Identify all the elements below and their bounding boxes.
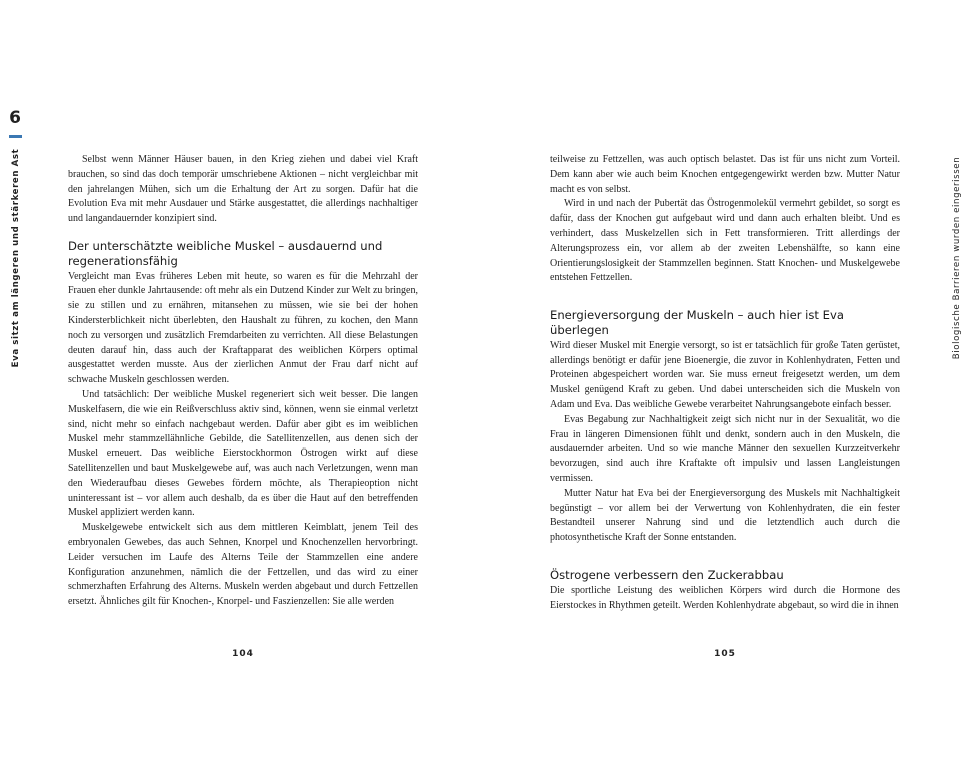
- paragraph: Die sportliche Leistung des weiblichen Körpers wird durch die Hormone des Eierstockes in Rhythmen geteilt. Werden Kohlenhydrate abgebaut, so wird die in ihnen: [550, 584, 900, 611]
- paragraph: Muskelgewebe entwickelt sich aus dem mittleren Keimblatt, jenem Teil des embryonalen Gewebes, das auch Sehnen, Knorpel und Knochenzellen hervorbringt. Leider versuchen im Laufe des Alterns Teile der Stammzellen eine andere Konfiguration anzunehmen, nämlich die der Fettzellen, und das wird zu einer schmerzhaften Erfahrung des Alterns. Muskeln werden abgebaut und durch Fettzellen ersetzt. Ähnliches gilt für Knochen-, Knorpel- und Faszienzellen: Sie alle werden: [68, 522, 418, 608]
- paragraph: Evas Begabung zur Nachhaltigkeit zeigt sich nicht nur in der Sexualität, wo die Frau in längeren Dimensionen fühlt und denkt, sondern auch in den Muskeln, die ausdauernder arbeiten. Und so wie manche Männer den sexuellen Kurzzeitverkehr bevorzugen, sind auch ihre Kraftakte oft impulsiv und lassen Langleistungen vermissen.: [550, 413, 900, 484]
- section-heading: Energieversorgung der Muskeln – auch hier ist Eva überlegen: [550, 308, 844, 337]
- right-page-column: [550, 153, 900, 613]
- paragraph: Wird dieser Muskel mit Energie versorgt, so ist er tatsächlich für große Taten gerüstet, allerdings benötigt er dafür jene Bioenergie, die zuvor in Kohlenhydraten, Fetten und Proteinen abgespeichert worden war. Sie muss erneut freigesetzt werden, um dem Muskel genügend Kraft zu geben. Und dabei unterscheiden sich die Muskeln von Adam und Eva. Das weibliche Gewebe verarbeitet Nahrungsangebote einfach besser.: [550, 339, 900, 410]
- paragraph: Vergleicht man Evas früheres Leben mit heute, so waren es für die Mehrzahl der Frauen eher dunkle Jahrtausende: oft mehr als ein Dutzend Kinder zur Welt zu bringen, sie zu stillen und zu ernähren, mitansehen zu müssen, wie sie bei der hohen Kindersterblichkeit nicht überlebten, den Haushalt zu führen, zu kochen, den Mann noch zu versorgen und zusätzlich Fremdarbeiten zu verrichten. All diese Belastungen deuten darauf hin, dass auch der Kraftapparat des weiblichen Körpers optimal ausgestattet werden musste. Aus der zierlichen Anmut der Frau darf nicht auf schwache Muskeln geschlossen werden.: [68, 270, 418, 386]
- page-number-right: 105: [714, 649, 736, 659]
- left-page-column: [68, 153, 418, 610]
- running-head-left: Eva sitzt am längeren und stärkeren Ast: [11, 148, 21, 368]
- paragraph: Wird in und nach der Pubertät das Östrogenmolekül vermehrt gebildet, so sorgt es dafür, dass der Knochen gut aufgebaut wird und dann auch erhalten bleibt. Und es verhindert, dass Muskelzellen sich in Fett transformieren. Tritt allerdings der Alterungsprozess ein, vor allem ab der zweiten Lebenshälfte, so kann eine Orientierungslosigkeit der Stammzellen beginnen. Statt Knochen- und Muskelgewebe entstehen Fettzellen.: [550, 198, 900, 284]
- paragraph: Und tatsächlich: Der weibliche Muskel regeneriert sich weit besser. Die langen Muskelfasern, die wie ein Reißverschluss aktiv sind, können, wenn sie einmal verletzt sind, nicht mehr so einfach nachgebaut werden. Dafür aber gibt es im weiblichen Muskel mehr stammzellähnliche Gebilde, die Satellitenzellen, aus denen sich der Muskel erneuert. Das weibliche Eierstockhormon Östrogen wirkt auf diese Satellitenzellen und baut Muskelgewebe auf, was auch nach Verletzungen, wenn man den Wiederaufbau dieses Gewebes fördern möchte, als Therapieoption nicht uninteressant ist – vor allem auch deshalb, da es über die Haut auf den betreffenden Muskel appliziert werden kann.: [68, 388, 418, 519]
- chapter-number: 6: [9, 108, 21, 128]
- section-heading: Der unterschätzte weibliche Muskel – ausdauernd und regenerationsfähig: [68, 238, 383, 268]
- section-heading: Östrogene verbessern den Zuckerabbau: [550, 567, 784, 582]
- paragraph: Selbst wenn Männer Häuser bauen, in den Krieg ziehen und dabei viel Kraft brauchen, so sind das doch temporär umschriebene Aktionen – nicht vergleichbar mit den jahrelangen Mühen, sich um die Erhaltung der Art zu sorgen. Dafür hat die Evolution Eva mit mehr Ausdauer und Stärke ausgestattet, die allerdings nachhaltiger und langandauernder konzipiert sind.: [68, 154, 418, 225]
- page-number-left: 104: [232, 649, 254, 659]
- running-head-right: Biologische Barrieren wurden eingerissen: [952, 156, 962, 360]
- chapter-accent-bar: [9, 135, 22, 138]
- paragraph: teilweise zu Fettzellen, was auch optisch belastet. Das ist für uns nicht zum Vorteil. Dem kann aber wie auch beim Knochen entgegengewirkt werden bzw. Mutter Natur macht es von selbst.: [550, 154, 900, 195]
- paragraph: Mutter Natur hat Eva bei der Energieversorgung des Muskels mit Nachhaltigkeit begünstigt – vor allem bei der Verwertung von Kohlenhydraten, die ein fester Bestandteil unserer Nahrung sind und die letztendlich auch durch die photosynthetische Kraft der Sonne entstanden.: [550, 487, 900, 544]
